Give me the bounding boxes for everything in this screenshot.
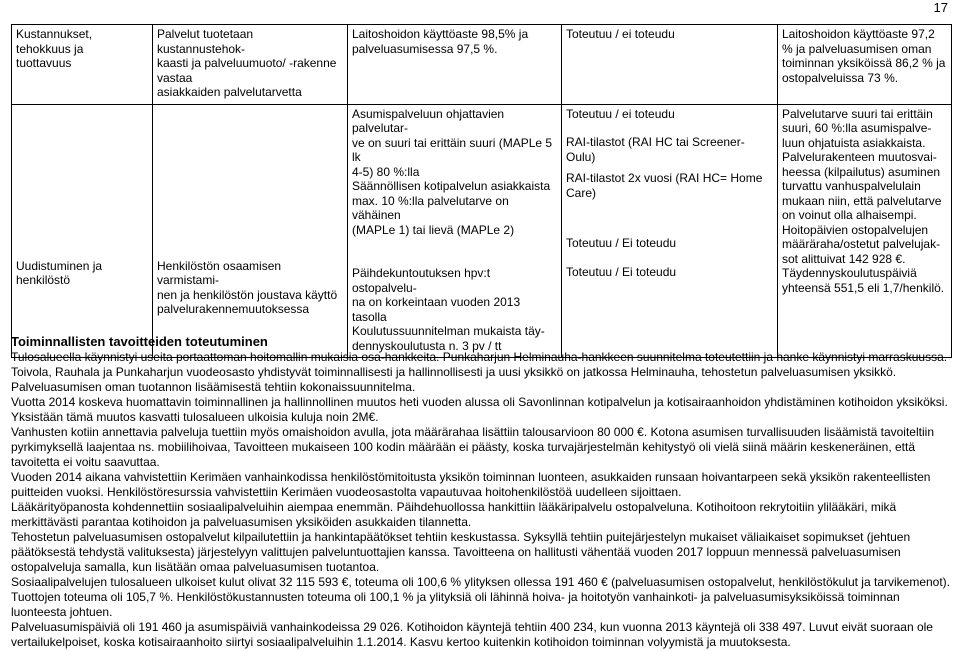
cell-line: palvelurakennemuutoksessa	[157, 302, 310, 316]
cell-line: Toteutuu / ei toteudu	[566, 106, 675, 121]
paragraph: Lääkärityöpanosta kohdennettiin sosiaalipalveluihin aiempaa enemmän. Päihdehuollossa hankittiin lääkäripalvelu ostopalveluna. Kotihoitoon rekrytoitiin ylilääkäri, mikä merkittävästi parantaa kotihoidon ja palveluasumisen yksiköiden asukkaiden tilannetta.	[11, 500, 897, 529]
row2-measure-cell	[348, 104, 562, 358]
cell-line: ostopalveluissa 73 %.	[782, 70, 899, 85]
cell-line: nen ja henkilöstön joustava käyttö	[157, 287, 338, 302]
paragraph: Sosiaalipalvelujen tulosalueen ulkoiset kulut olivat 32 115 593 €, toteuma oli 100,6 % ylityksen ollessa 191 460 € (palveluasumisen ostopalvelut, henkilöstökulut ja tarvikemenot). Tuottojen toteuma oli 105,7 %. Henkilöstökustannusten toteuma oli 100,1 % ja ylityksiä oli lähinnä hoiva- ja hoitotyön vanhainkoti- ja palveluasumisyksiköissä toiminnan luonteesta johtuen.	[11, 575, 951, 619]
cell-line: na on korkeintaan vuoden 2013 tasolla	[352, 295, 521, 324]
cell-line: Laitoshoidon käyttöaste 98,5% ja	[352, 27, 529, 41]
paragraph: Tulosalueella käynnistyi useita portaattoman hoitomallin mukaisia osa-hankkeita. Punkaharjun Helminauha-hankkeen suunnitelma toteutettiin ja hanke käynnistyi marraskuussa. Toivola, Rauhala ja Punkaharjun vuodeosasto yhdistyvät toiminnallisesti ja hallinnollisesti ja uusi yksikkö on jatkossa Helminauha, tehostetun palveluasumisen yksikkö. Palveluasumisen oman tuotannon lisäämisestä tehtiin kokonaissuunnitelma.	[11, 350, 948, 394]
cell-line: vastaa	[157, 70, 193, 85]
cell-line: turvattu vanhuspalvelulain	[782, 179, 921, 193]
cell-line: Täydennyskoulutuspäiviä	[782, 266, 917, 280]
page-number: 17	[933, 0, 948, 15]
paragraph: Vuoden 2014 aikana vahvistettiin Kerimäen vanhainkodissa henkilöstömitoitusta yksikön toiminnan luonteen, asukkaiden runsaan hoivantarpeen sekä yksikön rakenteellisten puitteiden vuoksi. Henkilöstöresurssia vahvistettiin Kerimäen vuodeosastolta vapautuvaa hoitohenkilöstöä uudelleen sijoittaen.	[11, 470, 931, 499]
cell-line: RAI-tilastot (RAI HC tai Screener-Oulu)	[566, 135, 745, 164]
cell-line: Hoitopäivien ostopalvelujen	[782, 222, 929, 237]
cell-line: mukaan niin, että palvelutarve	[782, 193, 942, 208]
cell-line: määräraha/ostetut palvelujak-	[782, 237, 941, 251]
row2-goal-cell	[153, 104, 348, 358]
cell-line: luun ohjatuista asiakkaista.	[782, 135, 926, 150]
row2-result-cell	[778, 104, 952, 358]
cell-line: Toteutuu / ei toteudu	[566, 27, 675, 41]
cell-line: Care)	[566, 185, 597, 200]
cell-line: Palvelutarve suuri tai erittäin	[782, 106, 933, 121]
row1-area-cell	[12, 25, 153, 105]
row1-goal-cell	[153, 25, 348, 105]
cell-line: yhteensä 551,5 eli 1,7/henkilö.	[782, 280, 945, 295]
cell-line: sot alittuivat 142 928 €.	[782, 251, 906, 266]
cell-line: Asumispalveluun ohjattavien palvelutar-	[352, 106, 505, 135]
cell-line: Palvelurakenteen muutosvai-	[782, 150, 937, 164]
cell-line: Henkilöstön osaamisen varmistami-	[157, 258, 282, 287]
paragraph: Vuotta 2014 koskeva huomattavin toiminnallinen ja hallinnollinen muutos heti vuoden alussa oli Savonlinnan kotipalvelun ja kotisairaanhoidon yhdistäminen kotihoidon yksiköksi. Yksistään tämä muutos kasvatti tulosalueen ulkoisia kuluja noin 2M€.	[11, 395, 948, 424]
table-row	[12, 104, 952, 358]
cell-line: henkilöstö	[16, 273, 71, 287]
cell-line: dennyskoulutusta n. 3 pv / tt	[352, 338, 502, 353]
cell-line: on voinut olla alhaisempi.	[782, 208, 917, 222]
cell-line: asiakkaiden palvelutarvetta	[157, 85, 302, 99]
cell-line: % ja palveluasumisen oman	[782, 41, 932, 56]
cell-line: palveluasumisessa 97,5 %.	[352, 41, 498, 56]
cell-line: heessa (kilpailutus) asuminen	[782, 164, 941, 179]
row2-area-cell	[12, 104, 153, 358]
cell-line: max. 10 %:lla palvelutarve on vähäinen	[352, 193, 509, 222]
paragraph: Palveluasumispäiviä oli 191 460 ja asumispäiviä vanhainkodeissa 29 026. Kotihoidon käyntejä tehtiin 400 234, kun vuonna 2013 käyntejä oli 338 497. Luvut eivät suoraan ole vertailukelpoiset, koska kotisairaanhoito siirtyi sosiaalipalveluihin 1.1.2014. Kasvu kertoo kuitenkin kotihoidon toiminnan volyymistä ja muutoksesta.	[11, 620, 933, 649]
cell-line: kaasti ja palveluumuoto/ -rakenne	[157, 56, 337, 70]
cell-line: Päihdekuntoutuksen hpv:t ostopalvelu-	[352, 266, 491, 295]
paragraph: Vanhusten kotiin annettavia palveluja tuettiin myös omaishoidon avulla, jota määrärahaa lisättiin talousarvioon 80 000 €. Kotona asumisen turvallisuuden lisäämistä tavoiteltiin pyrkimyksellä laajentaa ns. mobiilihoivaa, Tavoitteen mukaiseen 100 kodin määrään ei päästy, koska turvajärjestelmän kehitystyö oli vielä siinä määrin keskeneräinen, että tavoitetta ei voitu saavuttaa.	[11, 425, 934, 469]
row1-result-cell	[778, 25, 952, 105]
cell-line: Koulutussuunnitelman mukaista täy-	[352, 324, 545, 338]
cell-line: RAI-tilastot 2x vuosi (RAI HC= Home	[566, 171, 763, 185]
results-section	[11, 334, 951, 650]
cell-line: Kustannukset,	[16, 27, 93, 41]
cell-line: Uudistuminen ja	[16, 258, 103, 273]
cell-line: tuottavuus	[16, 56, 72, 70]
section-title: Toiminnallisten tavoitteiden toteutuminen	[11, 334, 268, 349]
cell-line: toiminnan yksiköissä 86,2 % ja	[782, 56, 946, 70]
cell-line: ve on suuri tai erittäin suuri (MAPLe 5 lk	[352, 135, 553, 164]
row1-eval-cell	[562, 25, 778, 105]
cell-line: Laitoshoidon käyttöaste 97,2	[782, 27, 935, 41]
row1-measure-cell	[348, 25, 562, 105]
cell-line: (MAPLe 1) tai lievä (MAPLe 2)	[352, 222, 515, 237]
paragraph: Tehostetun palveluasumisen ostopalvelut kilpailutettiin ja hankintapäätökset tehtiin keskustassa. Syksyllä tehtiin puitejärjestelyn mukaiset väliaikaiset sopimukset (jehtuen päätöksestä tehdystä valituksesta) järjestelyyn valittujen palveluntuottajien kanssa. Tavoitteena on hallitusti vähentää vuoden 2017 loppuun mennessä palveluasumisen ostopalveluja samalla, kun lisätään omaa palveluasumisen tuotantoa.	[11, 530, 911, 574]
row2-eval-cell	[562, 104, 778, 358]
cell-line: 4-5) 80 %:lla	[352, 164, 420, 179]
cell-line: Palvelut tuotetaan kustannustehok-	[157, 27, 254, 56]
cell-line: Toteutuu / Ei toteudu	[566, 264, 677, 279]
cell-line: Säännöllisen kotipalvelun asiakkaista	[352, 179, 551, 193]
cell-line: Toteutuu / Ei toteudu	[566, 236, 677, 250]
goals-table	[11, 24, 952, 358]
cell-line: suuri, 60 %:lla asumispalve-	[782, 121, 932, 135]
cell-line: tehokkuus ja	[16, 41, 84, 56]
table-row	[12, 25, 952, 105]
